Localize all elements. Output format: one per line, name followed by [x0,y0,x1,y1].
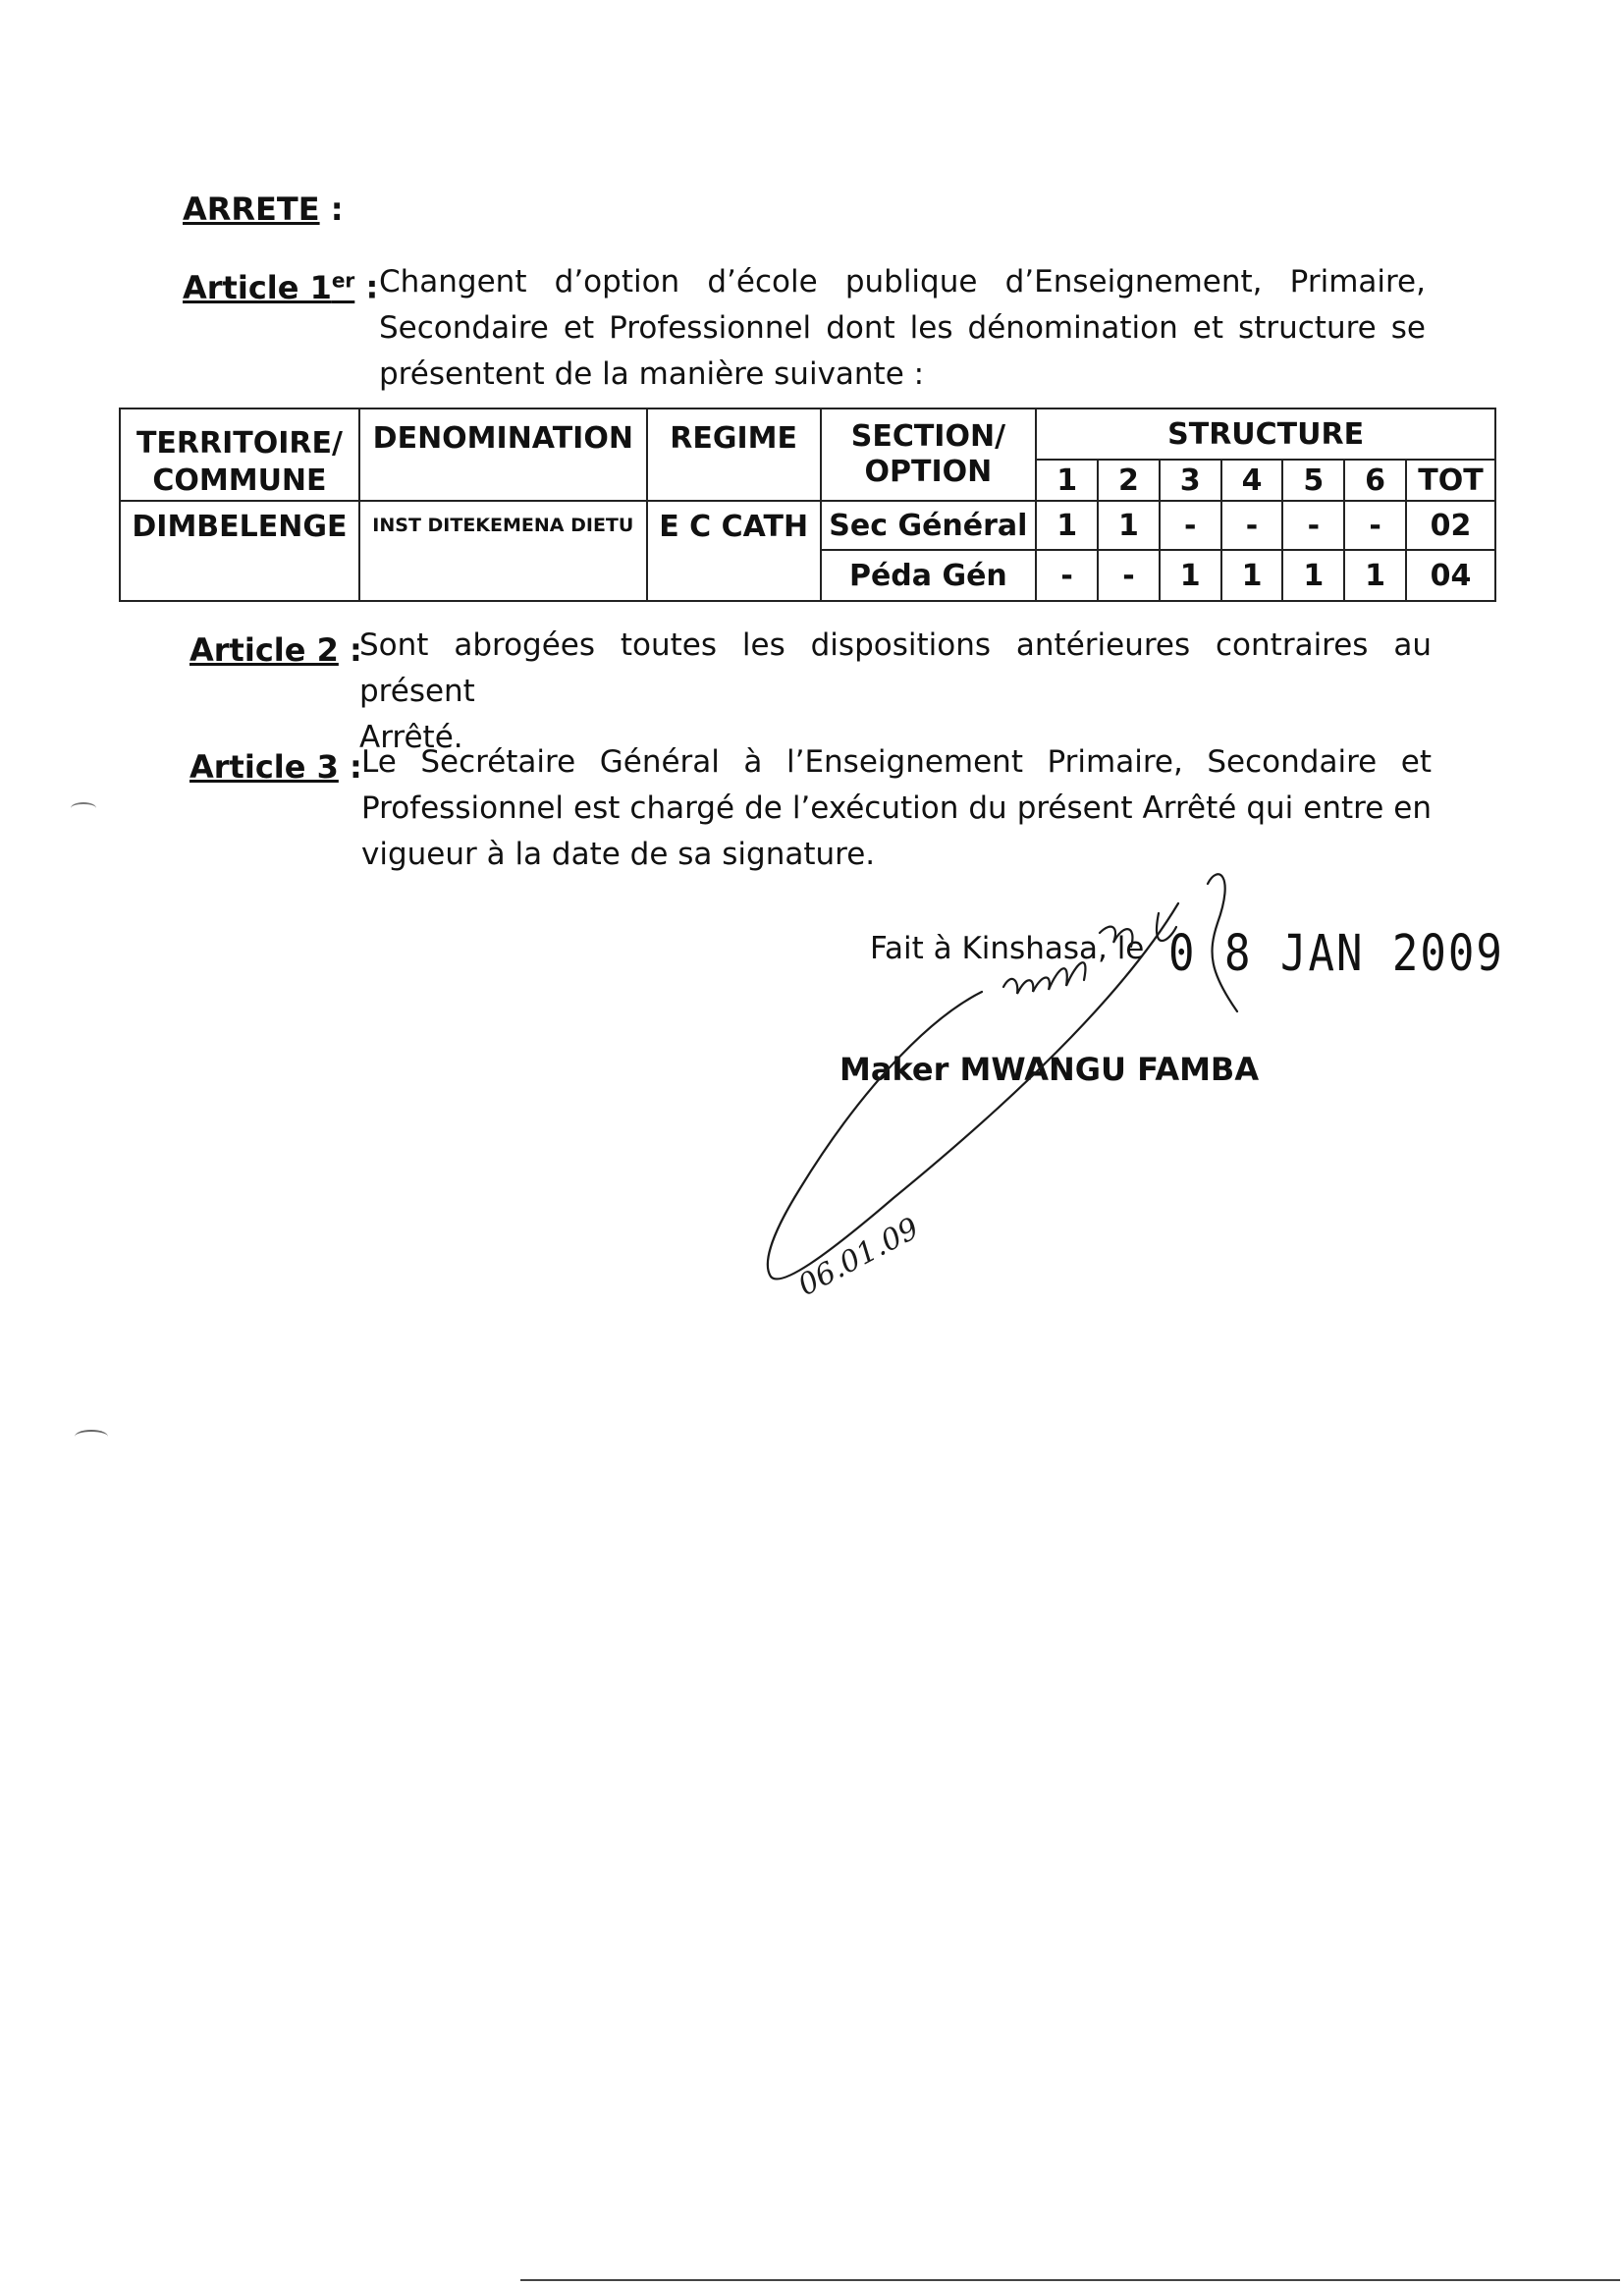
cell-value: 1 [1098,501,1160,550]
cell-section: Sec Général [821,501,1037,550]
cell-value: 1 [1344,550,1406,601]
cell-value: - [1344,501,1406,550]
article-1-text: Changent d’option d’école publique d’Enseignement, Primaire, Secondaire et Professionnel dont les dénomination et structure se présentent de la manière suivante : [379,264,1426,392]
header-col-2: 2 [1098,460,1160,501]
cell-territoire: DIMBELENGE [120,501,359,601]
article-2-label: Article 2 : [189,631,362,669]
cell-regime: E C CATH [647,501,821,601]
header-regime: REGIME [647,408,821,501]
cell-total: 04 [1406,550,1495,601]
article-3-label: Article 3 : [189,748,362,786]
signature-place: Fait à Kinshasa, le [870,931,1145,966]
cell-section: Péda Gén [821,550,1037,601]
article-1-label: Article 1er : [183,268,379,306]
page-bottom-line [520,2279,1620,2281]
handwritten-signature [746,864,1260,1316]
header-col-6: 6 [1344,460,1406,501]
cell-value: - [1036,550,1098,601]
article-3-text: Le Secrétaire Général à l’Enseignement Primaire, Secondaire et Professionnel est chargé de l’exécution du présent Arrêté qui entre en vigueur à la date de sa signature. [361,744,1432,872]
cell-value: - [1282,501,1344,550]
header-col-1: 1 [1036,460,1098,501]
signatory-name: Maker MWANGU FAMBA [839,1051,1260,1088]
cell-total: 02 [1406,501,1495,550]
cell-value: - [1098,550,1160,601]
table-row [120,501,1495,550]
header-col-5: 5 [1282,460,1344,501]
header-col-3: 3 [1160,460,1221,501]
header-structure: STRUCTURE [1036,408,1495,460]
header-denomination: DENOMINATION [359,408,647,501]
header-col-tot: TOT [1406,460,1495,501]
cell-value: 1 [1221,550,1283,601]
scan-mark [71,802,96,814]
cell-value: 1 [1160,550,1221,601]
cell-value: - [1160,501,1221,550]
date-stamp: 0 8 JAN 2009 [1168,925,1504,983]
header-territoire: TERRITOIRE/ COMMUNE [120,408,359,501]
decree-heading: ARRETE : [183,191,344,228]
cell-value: 1 [1036,501,1098,550]
header-col-4: 4 [1221,460,1283,501]
structure-table [119,408,1496,602]
cell-value: - [1221,501,1283,550]
scan-mark [75,1430,108,1443]
handwritten-date: 06.01.09 [792,1211,925,1304]
article-2-text: Sont abrogées toutes les dispositions antérieures contraires au présent Arrêté. [359,627,1432,755]
cell-denomination: INST DITEKEMENA DIETU [359,501,647,601]
header-section: SECTION/ OPTION [821,408,1037,501]
cell-value: 1 [1282,550,1344,601]
